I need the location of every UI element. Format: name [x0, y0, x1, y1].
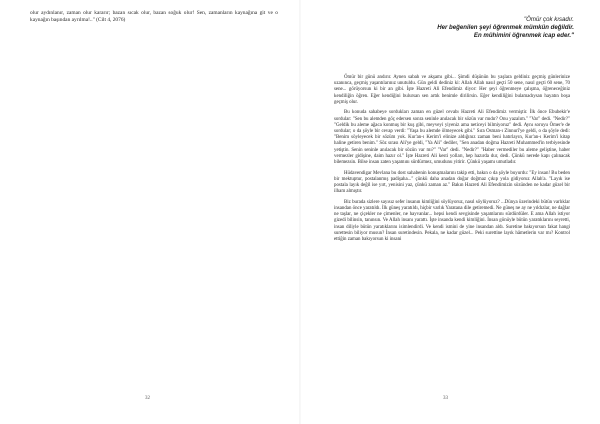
- paragraph-1: Ömür bir günü andırır. Aynen sabah ve akşamı gibi... Şimdi düşünün bu yaşlara geldiniz geçmiş günlerinize uzanınca, geçmiş yaşantılarınız unutuldu. Gün geldi dediniz ki: Allah Allah nasıl geçti 50 sene, nasıl geçti 60 sene, 70 sene... görüyorsun ki bir an gibi. İşte Hazreti Ali Efendimiz diyor: Her şeyi öğrenmeye çalışma, öğreneceğiniz kendiliğin öğren. Eğer kendiğini bulursan sen artık benimle dirilirsin. Eğer kendiliğini bulamadıysan hayatın boşa geçmiş olur.: [334, 75, 570, 105]
- epigraph-quote: [374, 16, 574, 40]
- right-page-number: 33: [443, 396, 448, 401]
- paragraph-3: Hüdavendigar Mevlana bu dost sahabenin konuşmalarını takip etti, bakın o da şöyle buyurdu: "Ey insan! Bu beden bir mektuptur, postalanmış padişaha..." çünkü daha anadan doğar doğmaz çıkıp yola gidiyoruz Allah'a. "Layık ise postala layık değil ise yırt, yenisini yaz, çünkü zaman az." Bakın Hazreti Ali Efendimizin sözünden ne kadar güzel bir ilham almıştır.: [334, 170, 570, 195]
- left-page-text: olur aydınlanır, zaman olur kararır; bazan sıcak olur, bazan soğuk olur! Sen, zamanların kaynağına git ve o kaynağın başından ayrılma!.." (Cilt 4, 2076): [30, 10, 278, 24]
- paragraph-2: Bu konuda sahabeye sordukları zaman en güzel cevabı Hazreti Ali Efendimiz vermiştir. İlk önce Ebubekir'e sordular: "Sen bu alemden göç edersen sonra seninle anılacak bir sözün var mıdır? Onu yazalım." "Var" dedi. "Nedir?" "Geldik bu aleme ağaca konmuş bir kuş gibi, meyveyi yiyeniz ama neticeyi bilmiyoruz" dedi. Aynı soruyu Ömer'e de sordular; o da şöyle bir cevap verdi: "Yaşa bu alemde ölmeyecek gibi." Sıra Osman-ı Zinnurî'ye geldi, o da şöyle dedi: "Benim söyleyecek bir sözüm yok. Kur'an-ı Kerim'i elinize aldığınız zaman beni hatırlayın, Kur'an-ı Kerim'i kitap haline getiren benim." Söz sırası Ali'ye geldi, "Ya Ali" dediler, "Sen anadan doğma Hazreti Muhammed'in terbiyesinde yetiştin. Senin seninle anılacak bir sözün var mı?" "Var" dedi. "Nedir?" "Haber vermediler bu aleme geliştine, haber vermezler gidişine, daim hazır ol." İşte Hazreti Ali kesti yolları, hep hazırda dur, dedi. Çünkü nerede kapı çalınacak bilemezsin. Bilse insan zaten yaşamını sürdürmez, umudunu yitirir. Çünkü yaşamı umutladır.: [334, 110, 570, 166]
- epigraph-line-2: Her beğenilen şeyi öğrenmek mümkün değildir.: [437, 24, 574, 31]
- epigraph-line-1: "Ömür çok kısadır.: [523, 16, 574, 23]
- left-page-number: 32: [145, 396, 150, 401]
- body-text-column: [334, 75, 570, 248]
- paragraph-4: Biz burada sizlere sayısız sefer insanın kimliğini söylüyoruz, nasıl söylüyoruz? ...Dünya üzerindeki bütün varlıklar insandan önce yaratıldı. İlk güneş yaratıldı, hiçbir varlık Yaratana dile getiremedi. Ne güneş ne ay ne yıldızlar, ne dağlar ne taşlar, ne çiçekler ne çimenler, ne hayvanlar... hepsi kendi sevgisinde yaşamlarını sürdürdüler. E ama Allah istiyor gizedi bilinsin, tanınsın. Ve Allah insanı yarattı. İşte insanda kendi kimliğini. İnsan gönüyle bütün yaratıklarını seyretti, insan diliyle bütün yaratıklarını isimlendirdi. Ve kendi ismini de yine insandan aldı. Suretine bakıyorsun fakat hangi surettesin biliyor musun? İnsan suretindesin. Pekala, ne kadar güzel... Peki surettine layık hâmetlerin var mı? Kontrol ettiğin zaman bakıyorsun ki insani: [334, 199, 570, 243]
- right-page: [300, 0, 600, 424]
- epigraph-line-3: En mühimini öğrenmek icap eder.": [473, 32, 574, 39]
